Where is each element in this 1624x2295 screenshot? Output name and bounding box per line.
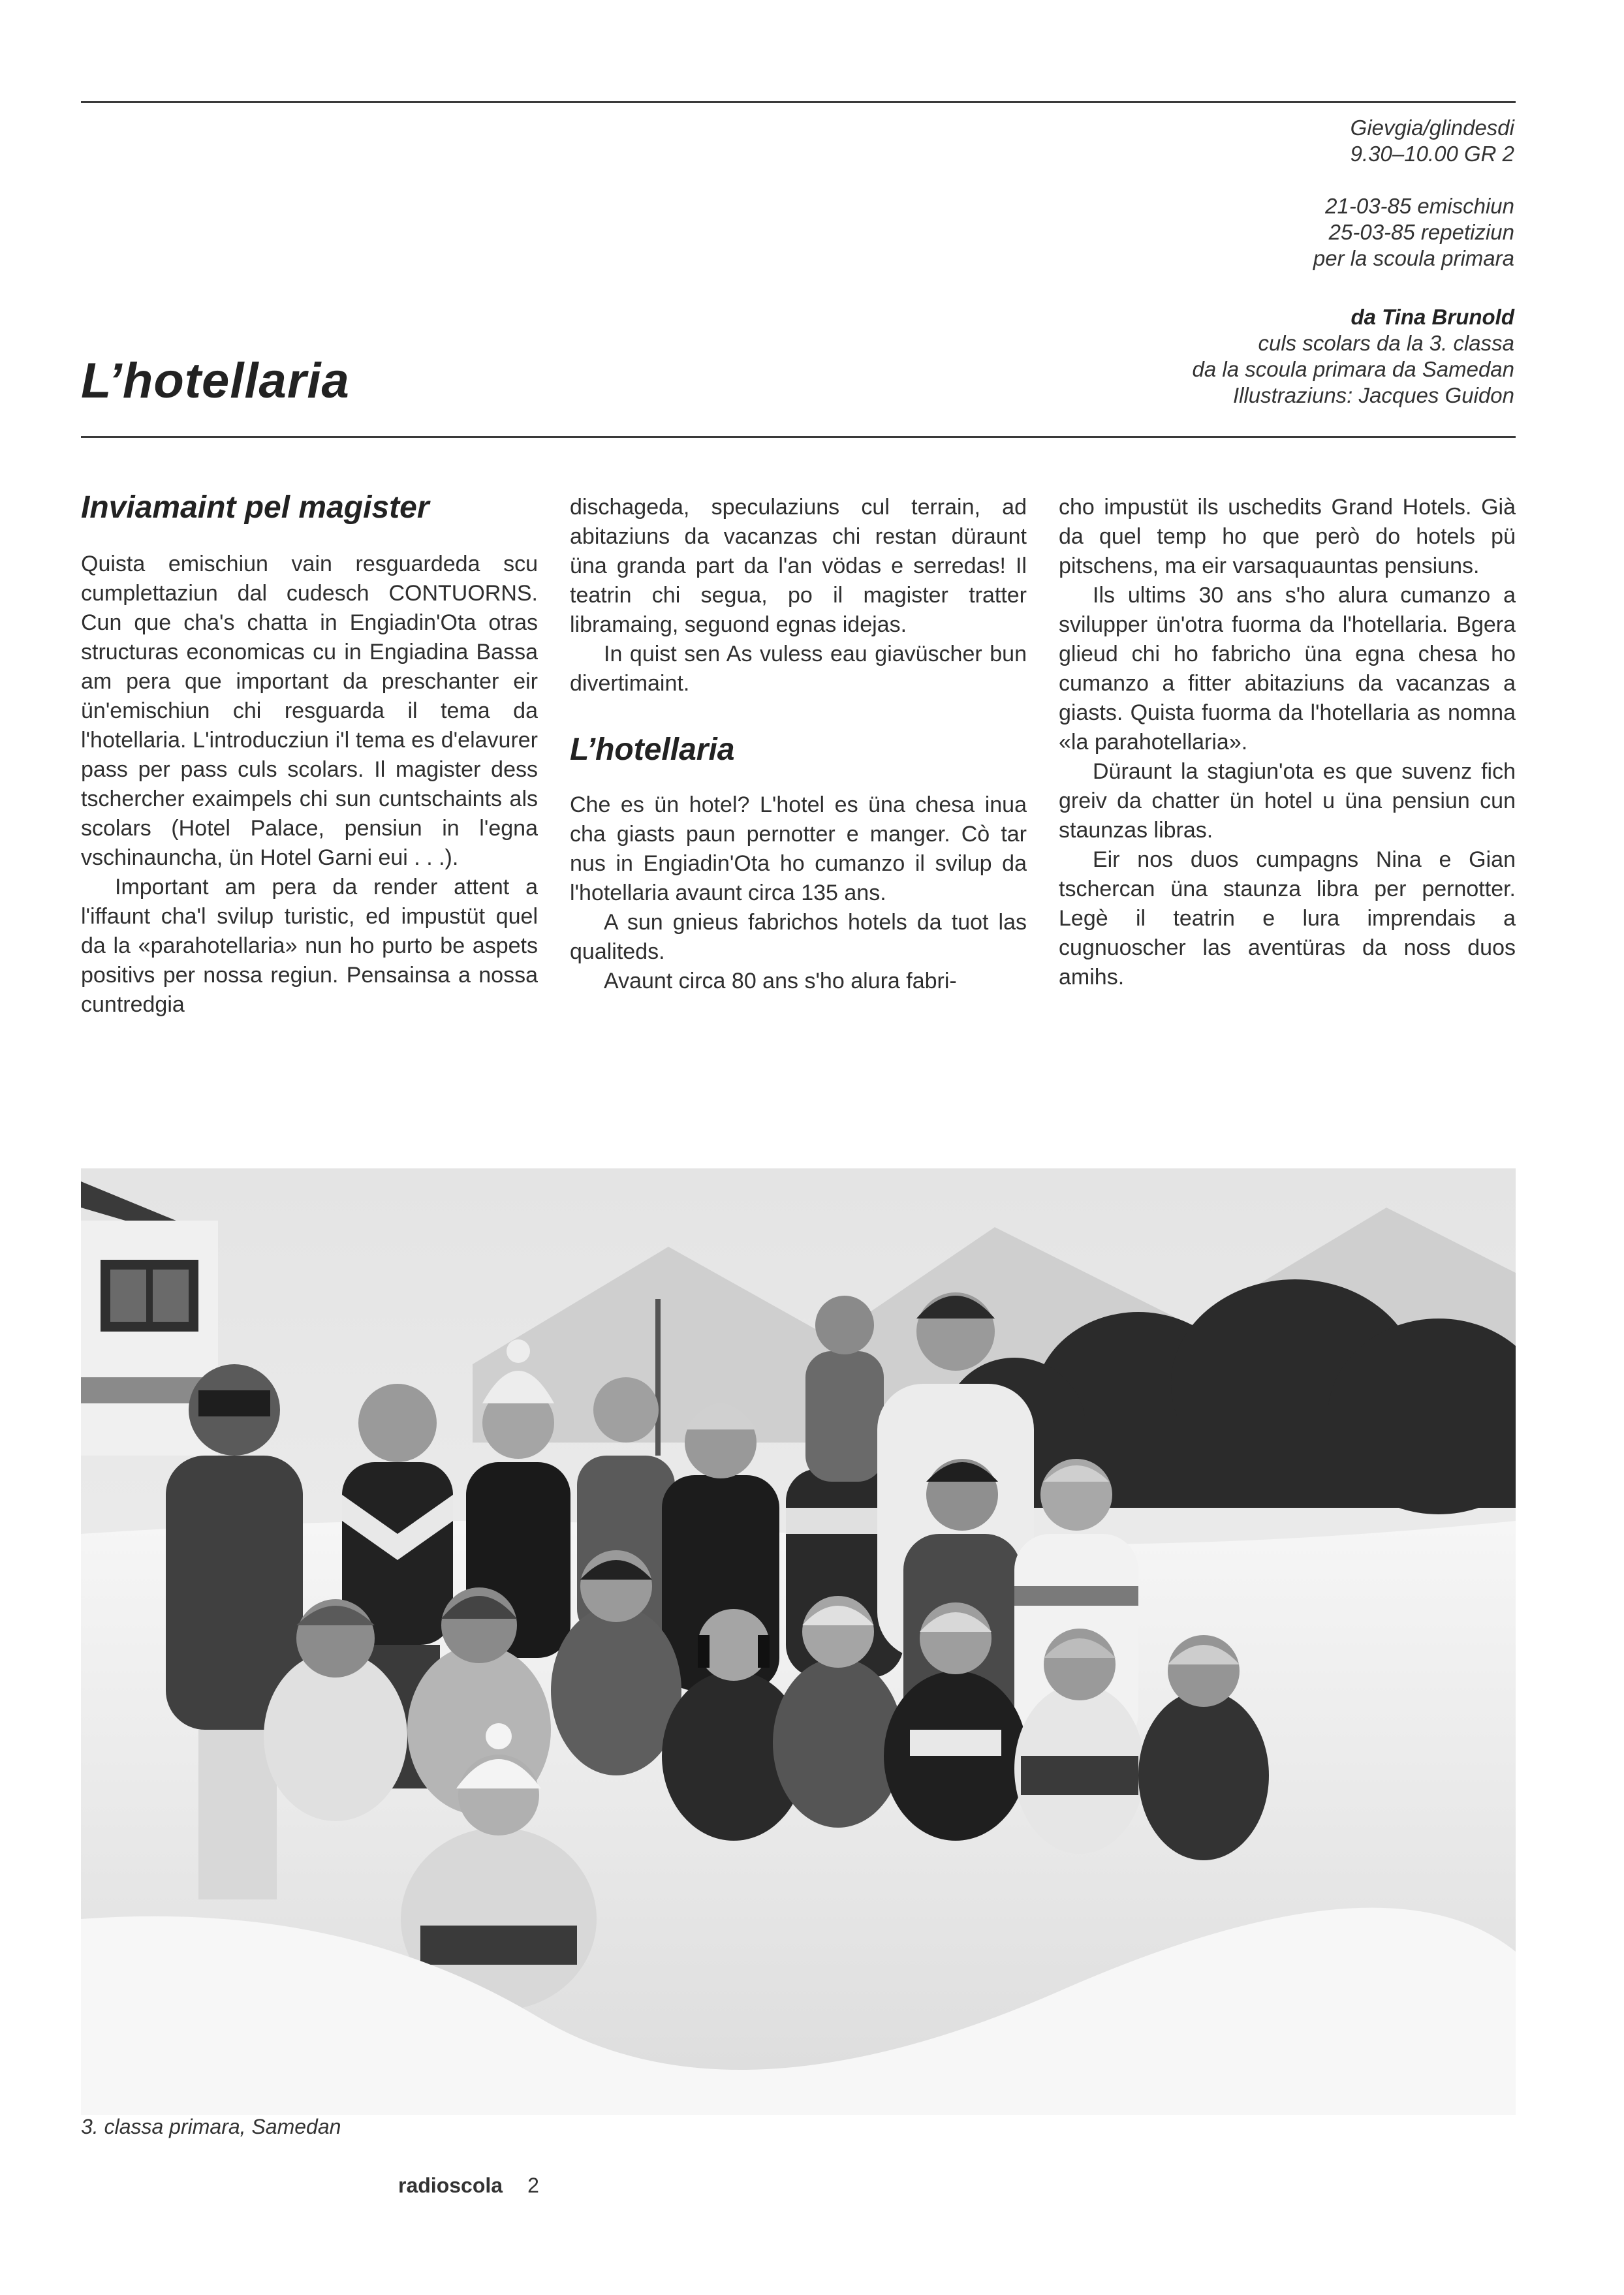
page-number: 2 — [527, 2174, 539, 2197]
paragraph: Düraunt la stagiun'ota es que suvenz fich greiv da chatter ün hotel u üna pensiun cun staunzas libras. — [1059, 759, 1516, 843]
paragraph: Important am pera da render attent a l'iffaunt cha'l svilup turistic, ed impustüt quel da la «parahotellaria» nun ho purto be aspets positivs per nossa regiun. Pensainsa a nossa cuntredgia — [81, 875, 538, 1017]
emission-date: 21-03-85 emischiun — [1325, 194, 1514, 218]
broadcast-time: 9.30–10.00 GR 2 — [1350, 142, 1514, 166]
class-photo — [81, 1168, 1516, 2115]
paragraph: Che es ün hotel? L'hotel es üna chesa inua cha giasts paun pernotter e manger. Cò tar nus in Engiadin'Ota ho cumanzo il svilup da l'hotellaria avaunt circa 135 ans. — [570, 792, 1027, 905]
paragraph: dischageda, speculaziuns cul terrain, ad abitaziuns da vacanzas chi restan düraunt üna granda part da l'an vödas e serredas! Il teatrin chi segua, po il magister tratter libramaing, seguond egnas idejas. — [570, 495, 1027, 637]
page-footer — [398, 2174, 539, 2198]
broadcast-day: Gievgia/glindesdi — [1350, 116, 1514, 140]
paragraph: cho impustüt ils uschedits Grand Hotels. Già da quel temp ho que però do hotels pü pitschens, ma eir varsaquauntas pensiuns. — [1059, 495, 1516, 578]
publication-name: radioscola — [398, 2174, 503, 2197]
column-2 — [570, 493, 1027, 996]
credits — [1193, 304, 1514, 409]
school: da la scoula primara da Samedan — [1192, 357, 1514, 381]
broadcast-info — [1313, 115, 1514, 272]
paragraph: A sun gnieus fabrichos hotels da tuot las qualiteds. — [570, 910, 1027, 964]
photo-caption: 3. classa primara, Samedan — [81, 2115, 341, 2138]
page-title: L’hotellaria — [81, 353, 350, 409]
paragraph: Ils ultims 30 ans s'ho alura cumanzo a svilupper ün'otra fuorma da l'hotellaria. Bgera glieud chi ho fabricho üna egna chesa ho cumanzo a fitter abitaziuns da vacanzas a giasts. Quista fuorma da l'hotellaria as nomna «la parahotellaria». — [1059, 583, 1516, 755]
top-rule — [81, 101, 1516, 103]
audience: per la scoula primara — [1313, 246, 1514, 270]
author: da Tina Brunold — [1351, 305, 1514, 329]
title-rule — [81, 436, 1516, 438]
column-3 — [1059, 493, 1516, 992]
paragraph: Quista emischiun vain resguardeda scu cumplettaziun dal cudesch CONTUORNS. Cun que cha's chatta in Engiadin'Ota otras structuras economicas cu in Engiadina Bassa am pera que important da preschanter eir ün'emischiun chi resguarda il tema da l'hotellaria. L'introducziun i'l tema es d'elavurer pass per pass culs scolars. Il magister dess tschercher exaimpels chi sun cuntschaints als scolars (Hotel Palace, pensiun in l'egna vschinauncha, ün Hotel Garni eui . . .). — [81, 552, 538, 870]
section-heading: L’hotellaria — [570, 732, 735, 767]
paragraph: In quist sen As vuless eau giavüscher bun divertimaint. — [570, 642, 1027, 696]
column-1 — [81, 490, 538, 1020]
illustrations-credit: Illustraziuns: Jacques Guidon — [1232, 383, 1514, 407]
teacher-guide-heading: Inviamaint pel magister — [81, 490, 429, 525]
paragraph: Eir nos duos cumpagns Nina e Gian tschercan üna staunza libra per pernotter. Legè il teatrin e lura imprendais a cugnuoscher las aventüras da noss duos amihs. — [1059, 847, 1516, 990]
repeat-date: 25-03-85 repetiziun — [1328, 220, 1514, 244]
paragraph: Avaunt circa 80 ans s'ho alura fabri- — [604, 969, 957, 993]
students: culs scolars da la 3. classa — [1258, 331, 1514, 355]
